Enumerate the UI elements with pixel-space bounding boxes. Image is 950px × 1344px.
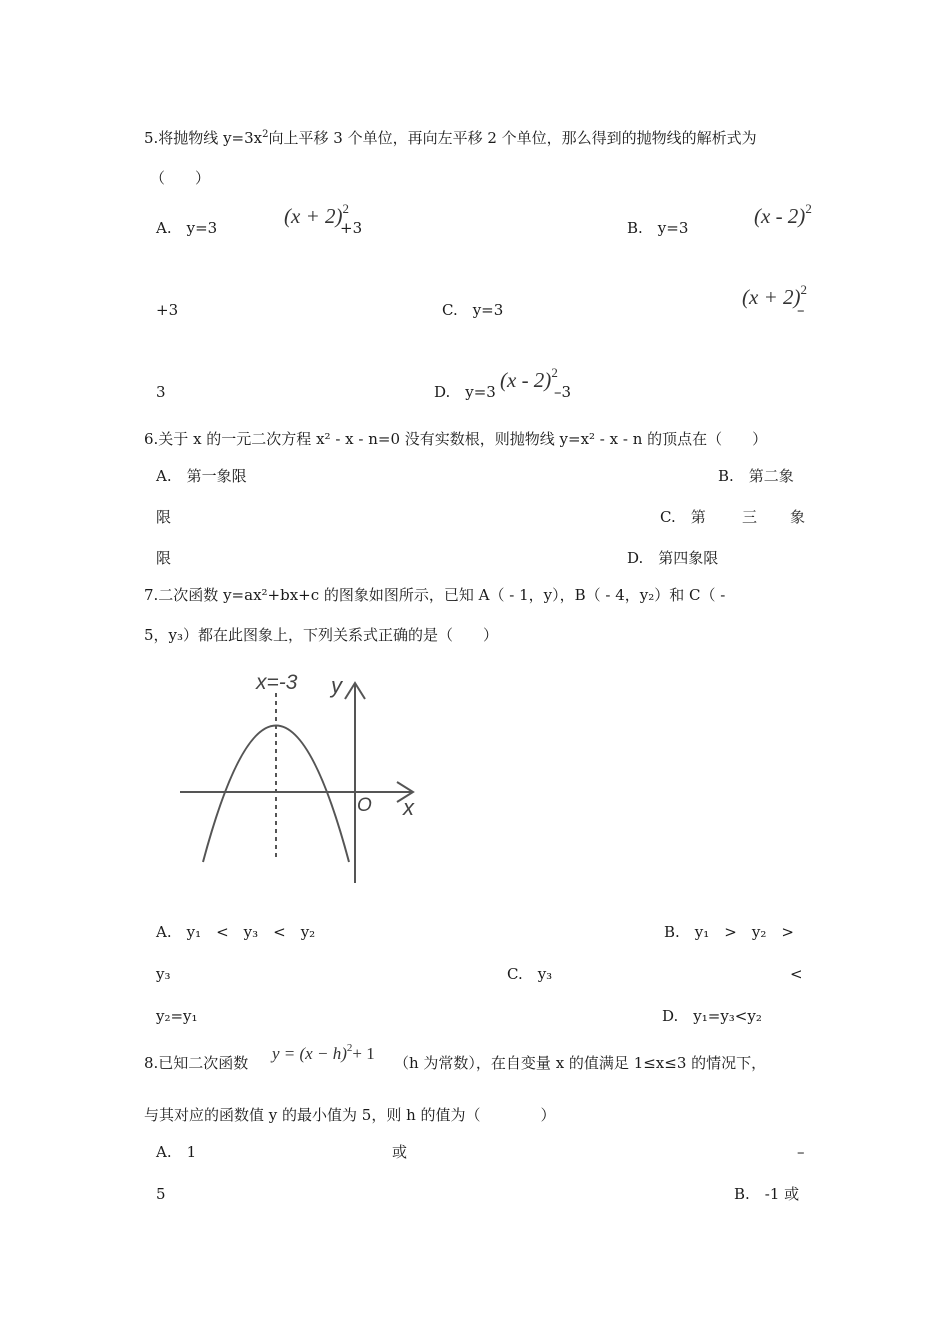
q6-option-b-wrap: 限 (156, 508, 172, 526)
q8-option-b: B. -1 或 (734, 1185, 800, 1203)
q8-option-a-or: 或 (392, 1143, 408, 1161)
q7-option-a: A. y₁ < y₃ < y₂ (156, 923, 316, 941)
q5-option-c-dash: – (797, 301, 805, 319)
q5-option-c-formula: $(x + 2)^2$ (742, 282, 807, 309)
q7-option-b-wrap: y₃ (156, 965, 171, 983)
q6-option-c-part2: 三 (742, 508, 758, 526)
q7-parabola-figure (175, 665, 435, 890)
q6-option-c-part1: C. 第 (660, 508, 706, 526)
q5-option-a-tail: +3 (340, 219, 363, 237)
q6-stem: 6.关于 x 的一元二次方程 x² - x - n=0 没有实数根，则抛物线 y=x² - x - n 的顶点在（ ） (144, 430, 768, 448)
q8-option-a-dash: – (797, 1143, 805, 1161)
q7-option-b: B. y₁ > y₂ > (664, 923, 794, 941)
q6-option-d: D. 第四象限 (627, 549, 719, 567)
q5-option-c-label: C. y=3 (442, 301, 504, 319)
q7-option-d: D. y₁=y₃<y₂ (662, 1007, 762, 1025)
q8-stem-line2: 与其对应的函数值 y 的最小值为 5，则 h 的值为（ ） (144, 1106, 556, 1124)
q5-option-d-formula: (x - 2)$^2$ (500, 365, 558, 392)
q5-option-c-tail: 3 (156, 383, 166, 401)
q5-answer-paren: （ ） (150, 169, 211, 187)
q5-option-d-tail: –3 (554, 383, 572, 401)
q5-option-b-tail: +3 (156, 301, 179, 319)
x-axis-label: x (403, 795, 414, 820)
q7-stem-line1: 7.二次函数 y=ax²+bx+c 的图象如图所示，已知 A（ - 1，y），B（ - 4，y₂）和 C（ - (144, 586, 726, 604)
q6-option-b: B. 第二象 (718, 467, 794, 485)
q5-option-a-label: A. y=3 (156, 219, 218, 237)
parabola-curve (203, 726, 349, 863)
q6-option-a: A. 第一象限 (156, 467, 247, 485)
q8-option-a: A. 1 (156, 1143, 197, 1161)
q6-option-c-wrap: 限 (156, 549, 172, 567)
symmetry-line-label: x=-3 (256, 671, 298, 694)
q5-option-b-formula: (x - 2)$^2$ (754, 201, 812, 228)
q7-option-c-wrap: y₂=y₁ (156, 1007, 198, 1025)
origin-label: O (357, 795, 372, 816)
q5-option-d-label: D. y=3 (434, 383, 496, 401)
q7-stem-line2: 5，y₃）都在此图象上，下列关系式正确的是（ ） (144, 626, 499, 644)
q8-stem-suffix: （h 为常数），在自变量 x 的值满足 1≤x≤3 的情况下， (394, 1054, 767, 1072)
q8-formula: $y = (x - h)^2+ 1$ (272, 1042, 375, 1063)
q8-stem-prefix: 8.已知二次函数 (144, 1054, 249, 1072)
y-axis-label: y (331, 673, 342, 698)
q8-option-a-wrap: 5 (156, 1185, 166, 1203)
q7-option-c-lt: < (790, 965, 803, 983)
q6-option-c-part3: 象 (790, 508, 806, 526)
q5-stem: 5.将抛物线 $y=3x^2$向上平移 3 个单位，再向左平移 2 个单位，那么得到的抛物线的解析式为 (144, 129, 757, 147)
q5-option-a-formula: $(x + 2)^2$ (284, 201, 349, 228)
q5-option-b-label: B. y=3 (627, 219, 689, 237)
q7-option-c: C. y₃ (507, 965, 553, 983)
